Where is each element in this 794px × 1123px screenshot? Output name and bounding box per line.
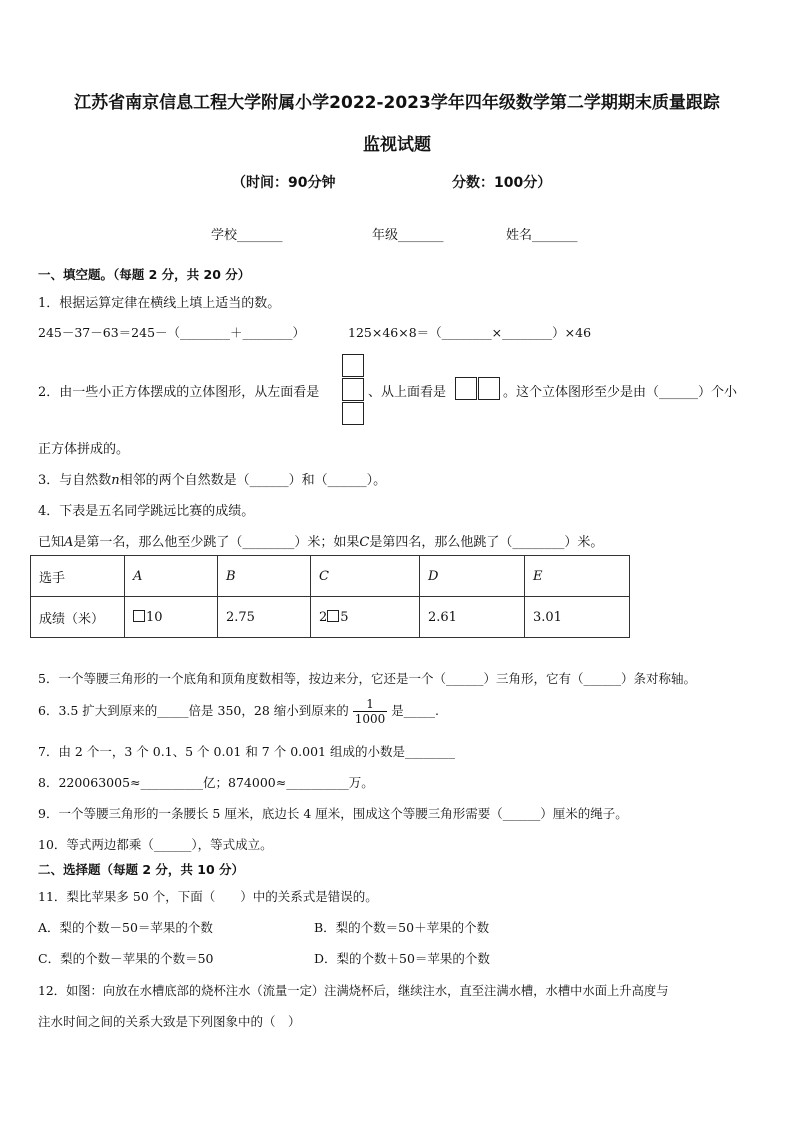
- left-view-square-top: [342, 354, 364, 377]
- variable-a: A: [64, 535, 74, 550]
- name-field: 姓名_______: [506, 228, 578, 243]
- left-view-square-bottom: [342, 402, 364, 425]
- table-row-label: 成绩（米）: [31, 597, 125, 638]
- table-header-cell: A: [125, 556, 218, 597]
- question-6-text-b: 是_____.: [391, 703, 440, 718]
- fraction-denominator: 1000: [354, 712, 386, 726]
- question-2-part-d: 正方体拼成的。: [38, 442, 130, 457]
- question-3-text-b: 相邻的两个自然数是（______）和（______）。: [119, 473, 387, 488]
- question-11: 11．梨比苹果多 50 个，下面（ ）中的关系式是错误的。: [38, 889, 378, 904]
- question-2-part-a: 2．由一些小正方体摆成的立体图形，从左面看是: [38, 385, 320, 400]
- grade-field: 年级_______: [372, 228, 444, 243]
- question-4: 4．下表是五名同学跳远比赛的成绩。: [38, 504, 255, 519]
- question-6-text-a: 6．3.5 扩大到原来的_____倍是 350，28 缩小到原来的: [38, 703, 349, 718]
- table-header-cell: D: [420, 556, 525, 597]
- table-row: [31, 597, 630, 638]
- question-3: [38, 469, 386, 488]
- question-11-option-a: A．梨的个数－50＝苹果的个数: [38, 920, 213, 935]
- top-view-square-left: [455, 377, 477, 400]
- question-1: 1．根据运算定律在横线上填上适当的数。: [38, 296, 281, 311]
- question-4-text-b: 是第一名，那么他至少跳了（________）米；如果: [73, 535, 360, 550]
- long-jump-score-table: [30, 555, 630, 638]
- time-info: （时间：90分钟: [232, 175, 336, 191]
- question-6: [38, 697, 439, 726]
- school-field: 学校_______: [211, 228, 283, 243]
- cell-value-after: 5: [340, 609, 349, 625]
- question-10: 10．等式两边都乘（______），等式成立。: [38, 837, 273, 852]
- table-header-cell: C: [311, 556, 420, 597]
- blank-digit-box: [133, 610, 145, 622]
- question-2-part-b: 、从上面看是: [368, 385, 447, 400]
- question-9: 9．一个等腰三角形的一条腰长 5 厘米，底边长 4 厘米，围成这个等腰三角形需要（______）厘米的绳子。: [38, 806, 628, 821]
- table-cell: [311, 597, 420, 638]
- question-2-part-c: 。这个立体图形至少是由（______）个小: [503, 385, 738, 400]
- left-view-square-middle: [342, 378, 364, 401]
- table-cell: 2.61: [420, 597, 525, 638]
- question-11-option-b: B．梨的个数＝50＋苹果的个数: [314, 920, 490, 935]
- question-4-text-c: 是第四名，那么他跳了（________）米。: [369, 535, 604, 550]
- question-12-line1: 12．如图：向放在水槽底部的烧杯注水（流量一定）注满烧杯后，继续注水，直至注满水槽，水槽中水面上升高度与: [38, 984, 669, 998]
- score-info: 分数：100分）: [452, 175, 552, 191]
- top-view-square-right: [478, 377, 500, 400]
- variable-c: C: [359, 535, 370, 550]
- question-3-text-a: 3．与自然数: [38, 473, 112, 488]
- table-header-cell: 选手: [31, 556, 125, 597]
- question-12-line2: 注水时间之间的关系大致是下列图象中的（ ）: [38, 1014, 301, 1029]
- blank-digit-box: [327, 610, 339, 622]
- section-choice-heading: 二、选择题（每题 2 分，共 10 分）: [38, 862, 245, 877]
- question-8: 8．220063005≈__________亿；874000≈__________万。: [38, 775, 374, 790]
- table-header-cell: B: [218, 556, 311, 597]
- table-header-cell: E: [525, 556, 630, 597]
- question-1-expression-b: 125×46×8＝（________×________）×46: [348, 325, 592, 340]
- question-5: 5．一个等腰三角形的一个底角和顶角度数相等，按边来分，它还是一个（______）三角形，它有（______）条对称轴。: [38, 671, 696, 686]
- question-7: 7．由 2 个一，3 个 0.1、5 个 0.01 和 7 个 0.001 组成的小数是________: [38, 744, 455, 759]
- exam-title-line2: 监视试题: [363, 135, 431, 155]
- section-fill-in-heading: 一、填空题。（每题 2 分，共 20 分）: [38, 267, 251, 282]
- fraction-numerator: 1: [353, 697, 388, 712]
- question-4-detail: [38, 531, 603, 550]
- question-1-expression-a: 245－37－63＝245－（________＋________）: [38, 325, 306, 340]
- table-cell: 3.01: [525, 597, 630, 638]
- table-cell: 2.75: [218, 597, 311, 638]
- table-header-row: [31, 556, 630, 597]
- table-cell: [125, 597, 218, 638]
- variable-n: n: [111, 473, 120, 488]
- question-11-option-d: D．梨的个数＋50＝苹果的个数: [314, 951, 490, 966]
- cell-value-before: 2: [319, 609, 328, 625]
- cell-value: 10: [146, 609, 163, 625]
- fraction: [353, 697, 388, 726]
- exam-title-line1: 江苏省南京信息工程大学附属小学2022-2023学年四年级数学第二学期期末质量跟踪: [74, 93, 720, 113]
- question-4-text-a: 已知: [38, 535, 65, 550]
- question-11-option-c: C．梨的个数－苹果的个数＝50: [38, 951, 214, 966]
